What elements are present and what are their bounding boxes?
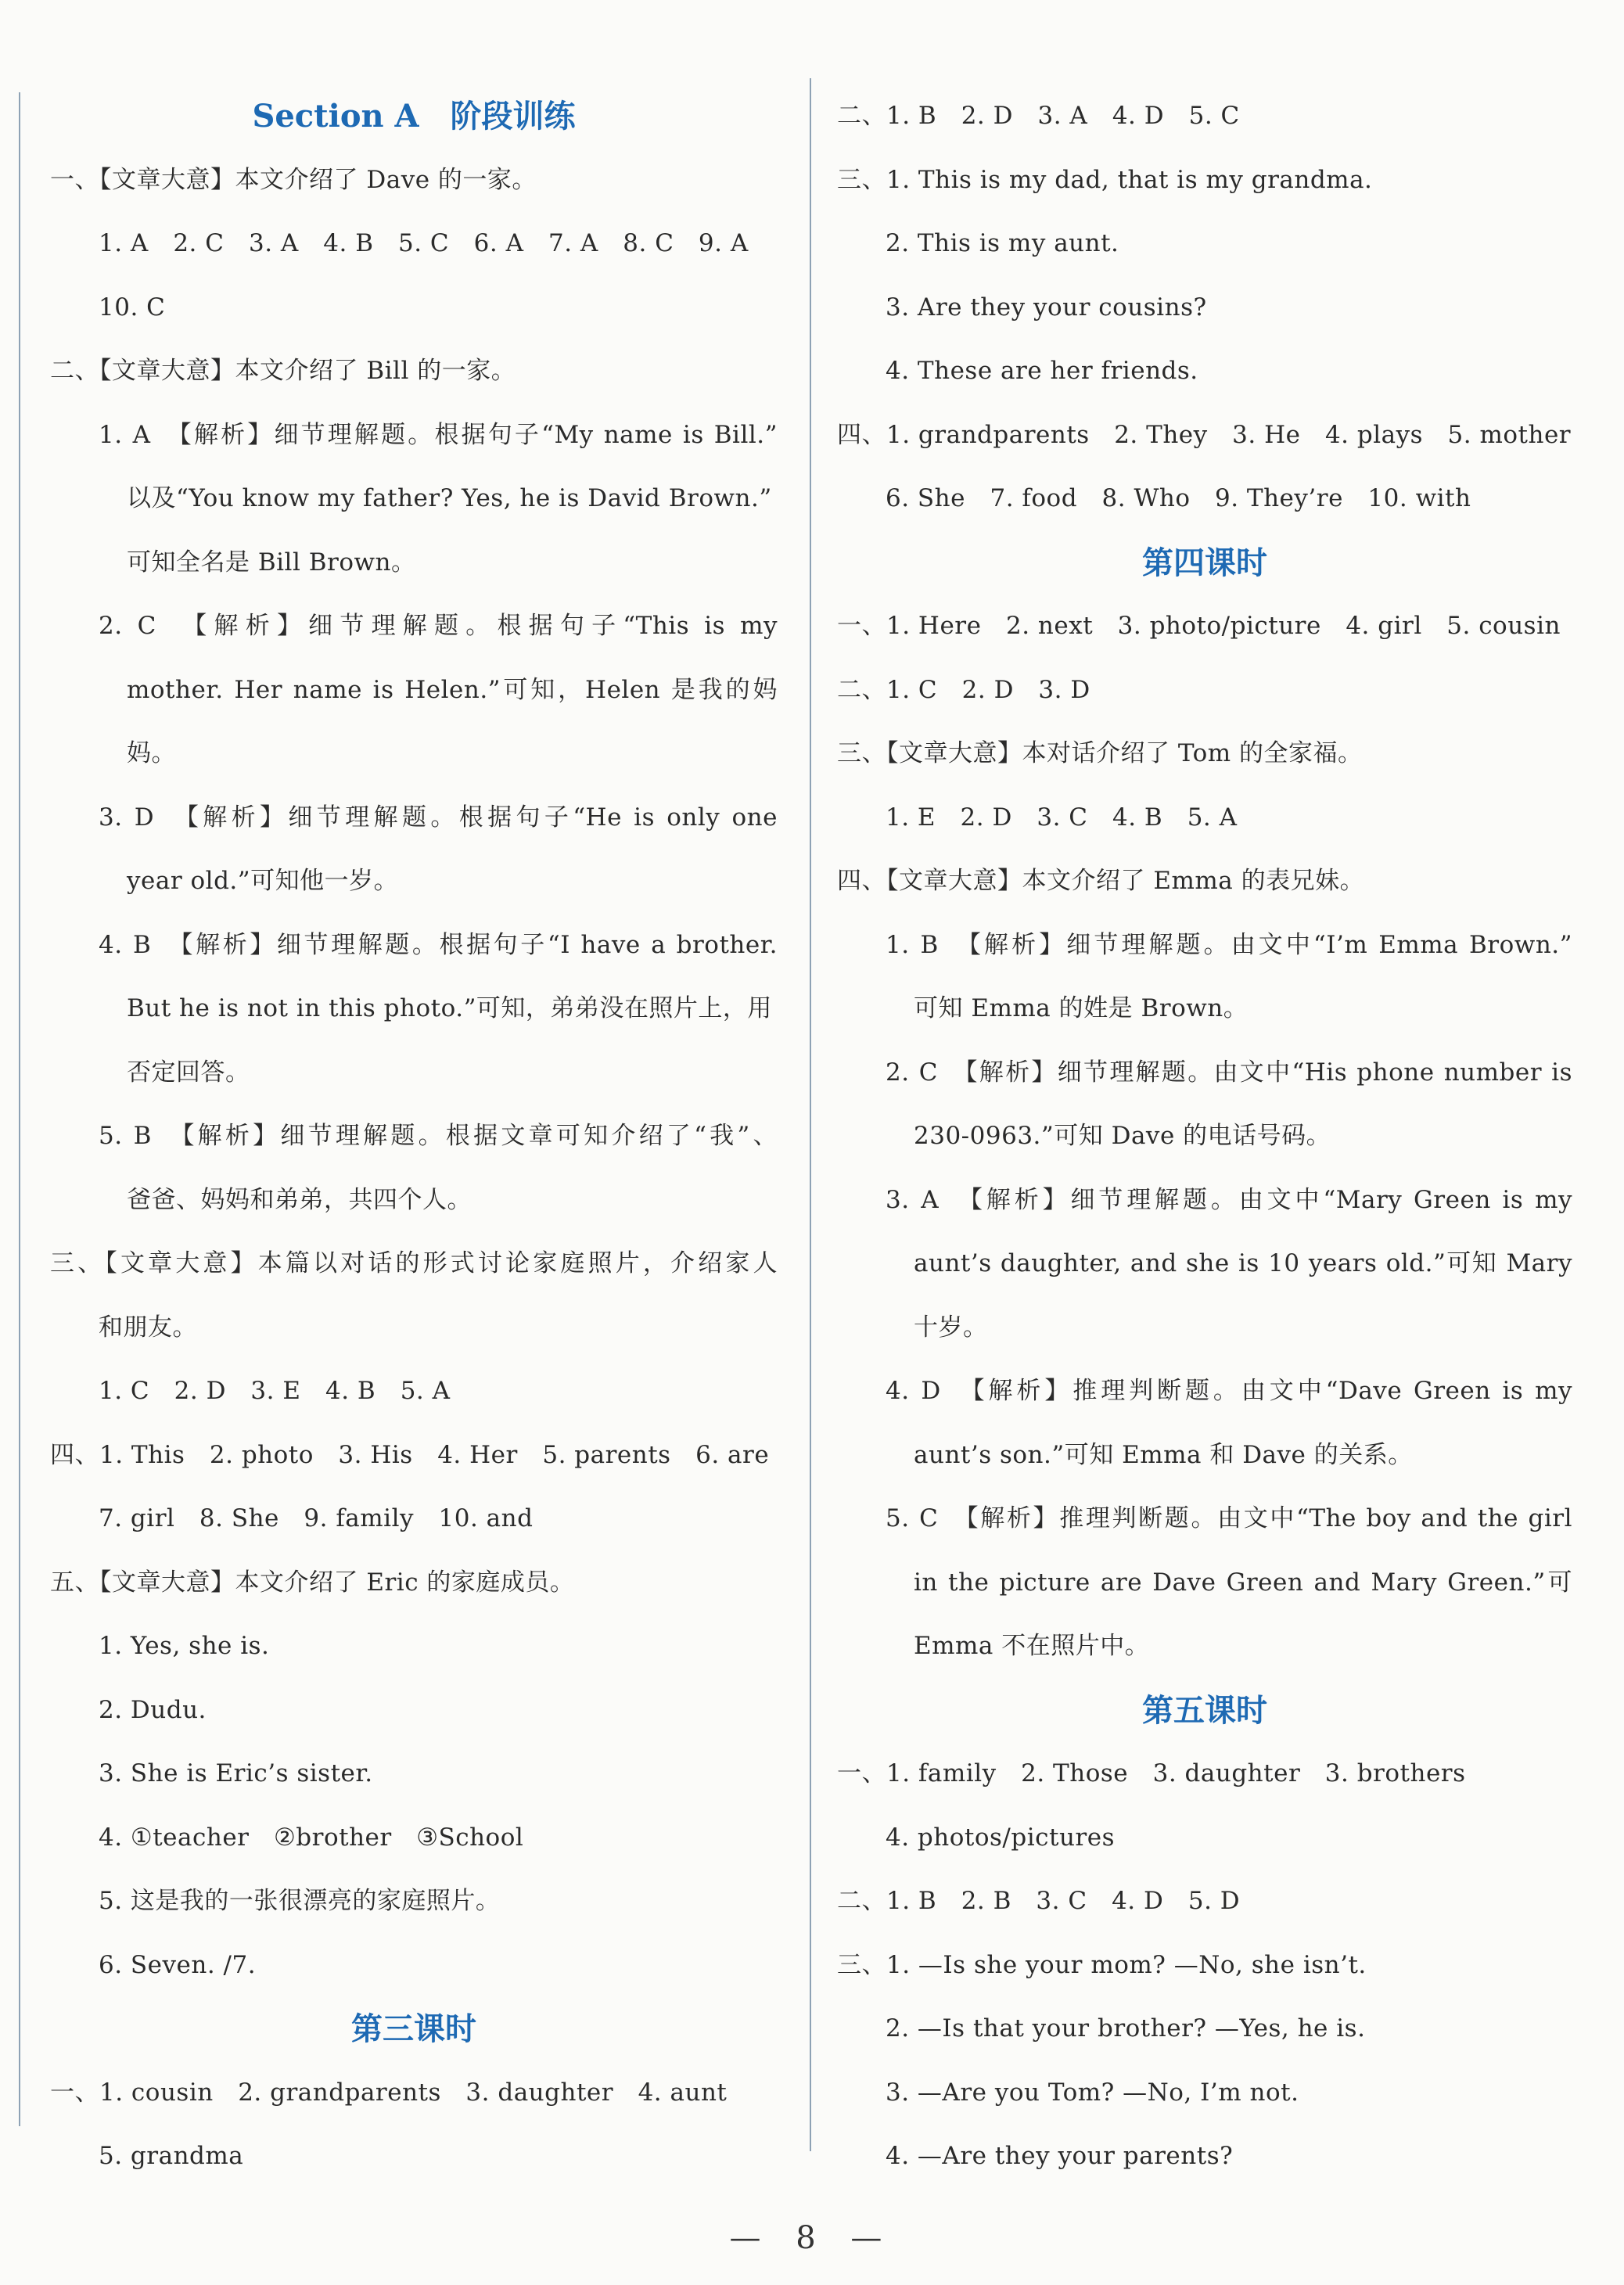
answer-line: 三、【文章大意】本篇以对话的形式讨论家庭照片，介绍家人 bbox=[50, 1249, 778, 1277]
answer-line: 二、1. B 2. B 3. C 4. D 5. D bbox=[837, 1887, 1241, 1915]
section-heading: Section A 阶段训练 bbox=[252, 98, 576, 135]
answer-line: 爸爸、妈妈和弟弟，共四个人。 bbox=[127, 1185, 472, 1214]
answer-line: 一、1. cousin 2. grandparents 3. daughter 4. aunt bbox=[50, 2078, 728, 2107]
answer-line: 1. A 2. C 3. A 4. B 5. C 6. A 7. A 8. C 9. A bbox=[99, 229, 749, 257]
answer-line: 以及“You know my father? Yes, he is David Brown.” bbox=[127, 484, 772, 512]
answer-line: 3. D 【解析】细节理解题。根据句子“He is only one bbox=[99, 803, 778, 832]
column-divider bbox=[810, 78, 811, 2151]
answer-line: 6. Seven. /7. bbox=[99, 1950, 257, 1979]
answer-line: 4. D 【解析】推理判断题。由文中“Dave Green is my bbox=[886, 1377, 1572, 1405]
answer-line: 3. Are they your cousins? bbox=[886, 293, 1207, 322]
answer-line: 4. These are her friends. bbox=[886, 357, 1198, 385]
section-heading: 第三课时 bbox=[351, 2010, 476, 2047]
answer-line: 一、1. Here 2. next 3. photo/picture 4. girl 5. cousin bbox=[837, 612, 1561, 640]
left-column bbox=[50, 84, 778, 2189]
answer-line: 十岁。 bbox=[914, 1313, 988, 1342]
answer-line: 1. A 【解析】细节理解题。根据句子“My name is Bill.” bbox=[99, 420, 778, 449]
answer-line: 2. —Is that your brother? —Yes, he is. bbox=[886, 2014, 1366, 2042]
answer-line: aunt’s daughter, and she is 10 years old.”可知 Mary bbox=[914, 1249, 1572, 1277]
answer-line: 4. photos/pictures bbox=[886, 1823, 1115, 1852]
answer-line: 4. —Are they your parents? bbox=[886, 2142, 1234, 2170]
answer-line: 5. B 【解析】细节理解题。根据文章可知介绍了“我”、 bbox=[99, 1122, 778, 1150]
answer-line: 3. —Are you Tom? —No, I’m not. bbox=[886, 2078, 1299, 2107]
answer-line: Emma 不在照片中。 bbox=[914, 1632, 1150, 1660]
answer-line: 1. Yes, she is. bbox=[99, 1632, 270, 1660]
answer-line: 1. B 【解析】细节理解题。由文中“I’m Emma Brown.” bbox=[886, 930, 1572, 959]
answer-line: 4. ①teacher ②brother ③School bbox=[99, 1823, 524, 1852]
answer-line: 7. girl 8. She 9. family 10. and bbox=[99, 1504, 534, 1532]
answer-line: 2. This is my aunt. bbox=[886, 229, 1119, 257]
answer-line: 四、【文章大意】本文介绍了 Emma 的表兄妹。 bbox=[837, 867, 1365, 895]
answer-line: 一、【文章大意】本文介绍了 Dave 的一家。 bbox=[50, 165, 537, 194]
answer-line: 1. E 2. D 3. C 4. B 5. A bbox=[886, 803, 1238, 832]
answer-line: year old.”可知他一岁。 bbox=[127, 867, 399, 895]
answer-line: 2. C 【解析】细节理解题。由文中“His phone number is bbox=[886, 1058, 1572, 1087]
answer-line: 一、1. family 2. Those 3. daughter 3. brothers bbox=[837, 1759, 1466, 1787]
answer-line: 3. A 【解析】细节理解题。由文中“Mary Green is my bbox=[886, 1185, 1572, 1214]
answer-line: 三、1. This is my dad, that is my grandma. bbox=[837, 165, 1373, 194]
answer-line: 可知 Emma 的姓是 Brown。 bbox=[914, 994, 1249, 1022]
section-heading: 第五课时 bbox=[1142, 1691, 1267, 1729]
answer-line: in the picture are Dave Green and Mary Green.”可 bbox=[914, 1568, 1572, 1597]
answer-line: But he is not in this photo.”可知，弟弟没在照片上，用 bbox=[127, 994, 772, 1022]
answer-line: mother. Her name is Helen.”可知，Helen 是我的妈 bbox=[127, 675, 778, 704]
answer-line: 3. She is Eric’s sister. bbox=[99, 1759, 373, 1787]
answer-line: 5. grandma bbox=[99, 2142, 244, 2170]
right-column bbox=[837, 84, 1572, 2189]
answer-line: 10. C bbox=[99, 293, 166, 322]
answer-line: 四、1. grandparents 2. They 3. He 4. plays 5. mother bbox=[837, 420, 1572, 449]
answer-line: 5. C 【解析】推理判断题。由文中“The boy and the girl bbox=[886, 1504, 1572, 1532]
page-number: — 8 — bbox=[729, 2220, 895, 2256]
answer-line: 2. Dudu. bbox=[99, 1695, 207, 1724]
answer-line: 四、1. This 2. photo 3. His 4. Her 5. parents 6. are bbox=[50, 1440, 770, 1469]
answer-line: 妈。 bbox=[127, 739, 176, 767]
answer-line: 4. B 【解析】细节理解题。根据句子“I have a brother. bbox=[99, 930, 778, 959]
answer-line: 二、1. C 2. D 3. D bbox=[837, 675, 1090, 704]
answer-line: 三、【文章大意】本对话介绍了 Tom 的全家福。 bbox=[837, 739, 1363, 767]
answer-line: 三、1. —Is she your mom? —No, she isn’t. bbox=[837, 1950, 1367, 1979]
answer-line: 1. C 2. D 3. E 4. B 5. A bbox=[99, 1377, 451, 1405]
answer-line: aunt’s son.”可知 Emma 和 Dave 的关系。 bbox=[914, 1440, 1413, 1469]
answer-line: 可知全名是 Bill Brown。 bbox=[127, 548, 416, 577]
answer-line: 否定回答。 bbox=[127, 1058, 250, 1087]
answer-line: 五、【文章大意】本文介绍了 Eric 的家庭成员。 bbox=[50, 1568, 575, 1597]
answer-line: 二、1. B 2. D 3. A 4. D 5. C bbox=[837, 102, 1240, 130]
answer-line: 2. C 【解析】细节理解题。根据句子“This is my bbox=[99, 612, 778, 640]
answer-line: 230-0963.”可知 Dave 的电话号码。 bbox=[914, 1122, 1331, 1150]
left-margin-rule bbox=[19, 92, 20, 2126]
answer-line: 和朋友。 bbox=[99, 1313, 197, 1342]
answer-line: 6. She 7. food 8. Who 9. They’re 10. with bbox=[886, 484, 1471, 512]
answer-line: 二、【文章大意】本文介绍了 Bill 的一家。 bbox=[50, 357, 516, 385]
answer-line: 5. 这是我的一张很漂亮的家庭照片。 bbox=[99, 1887, 501, 1915]
section-heading: 第四课时 bbox=[1142, 544, 1267, 581]
